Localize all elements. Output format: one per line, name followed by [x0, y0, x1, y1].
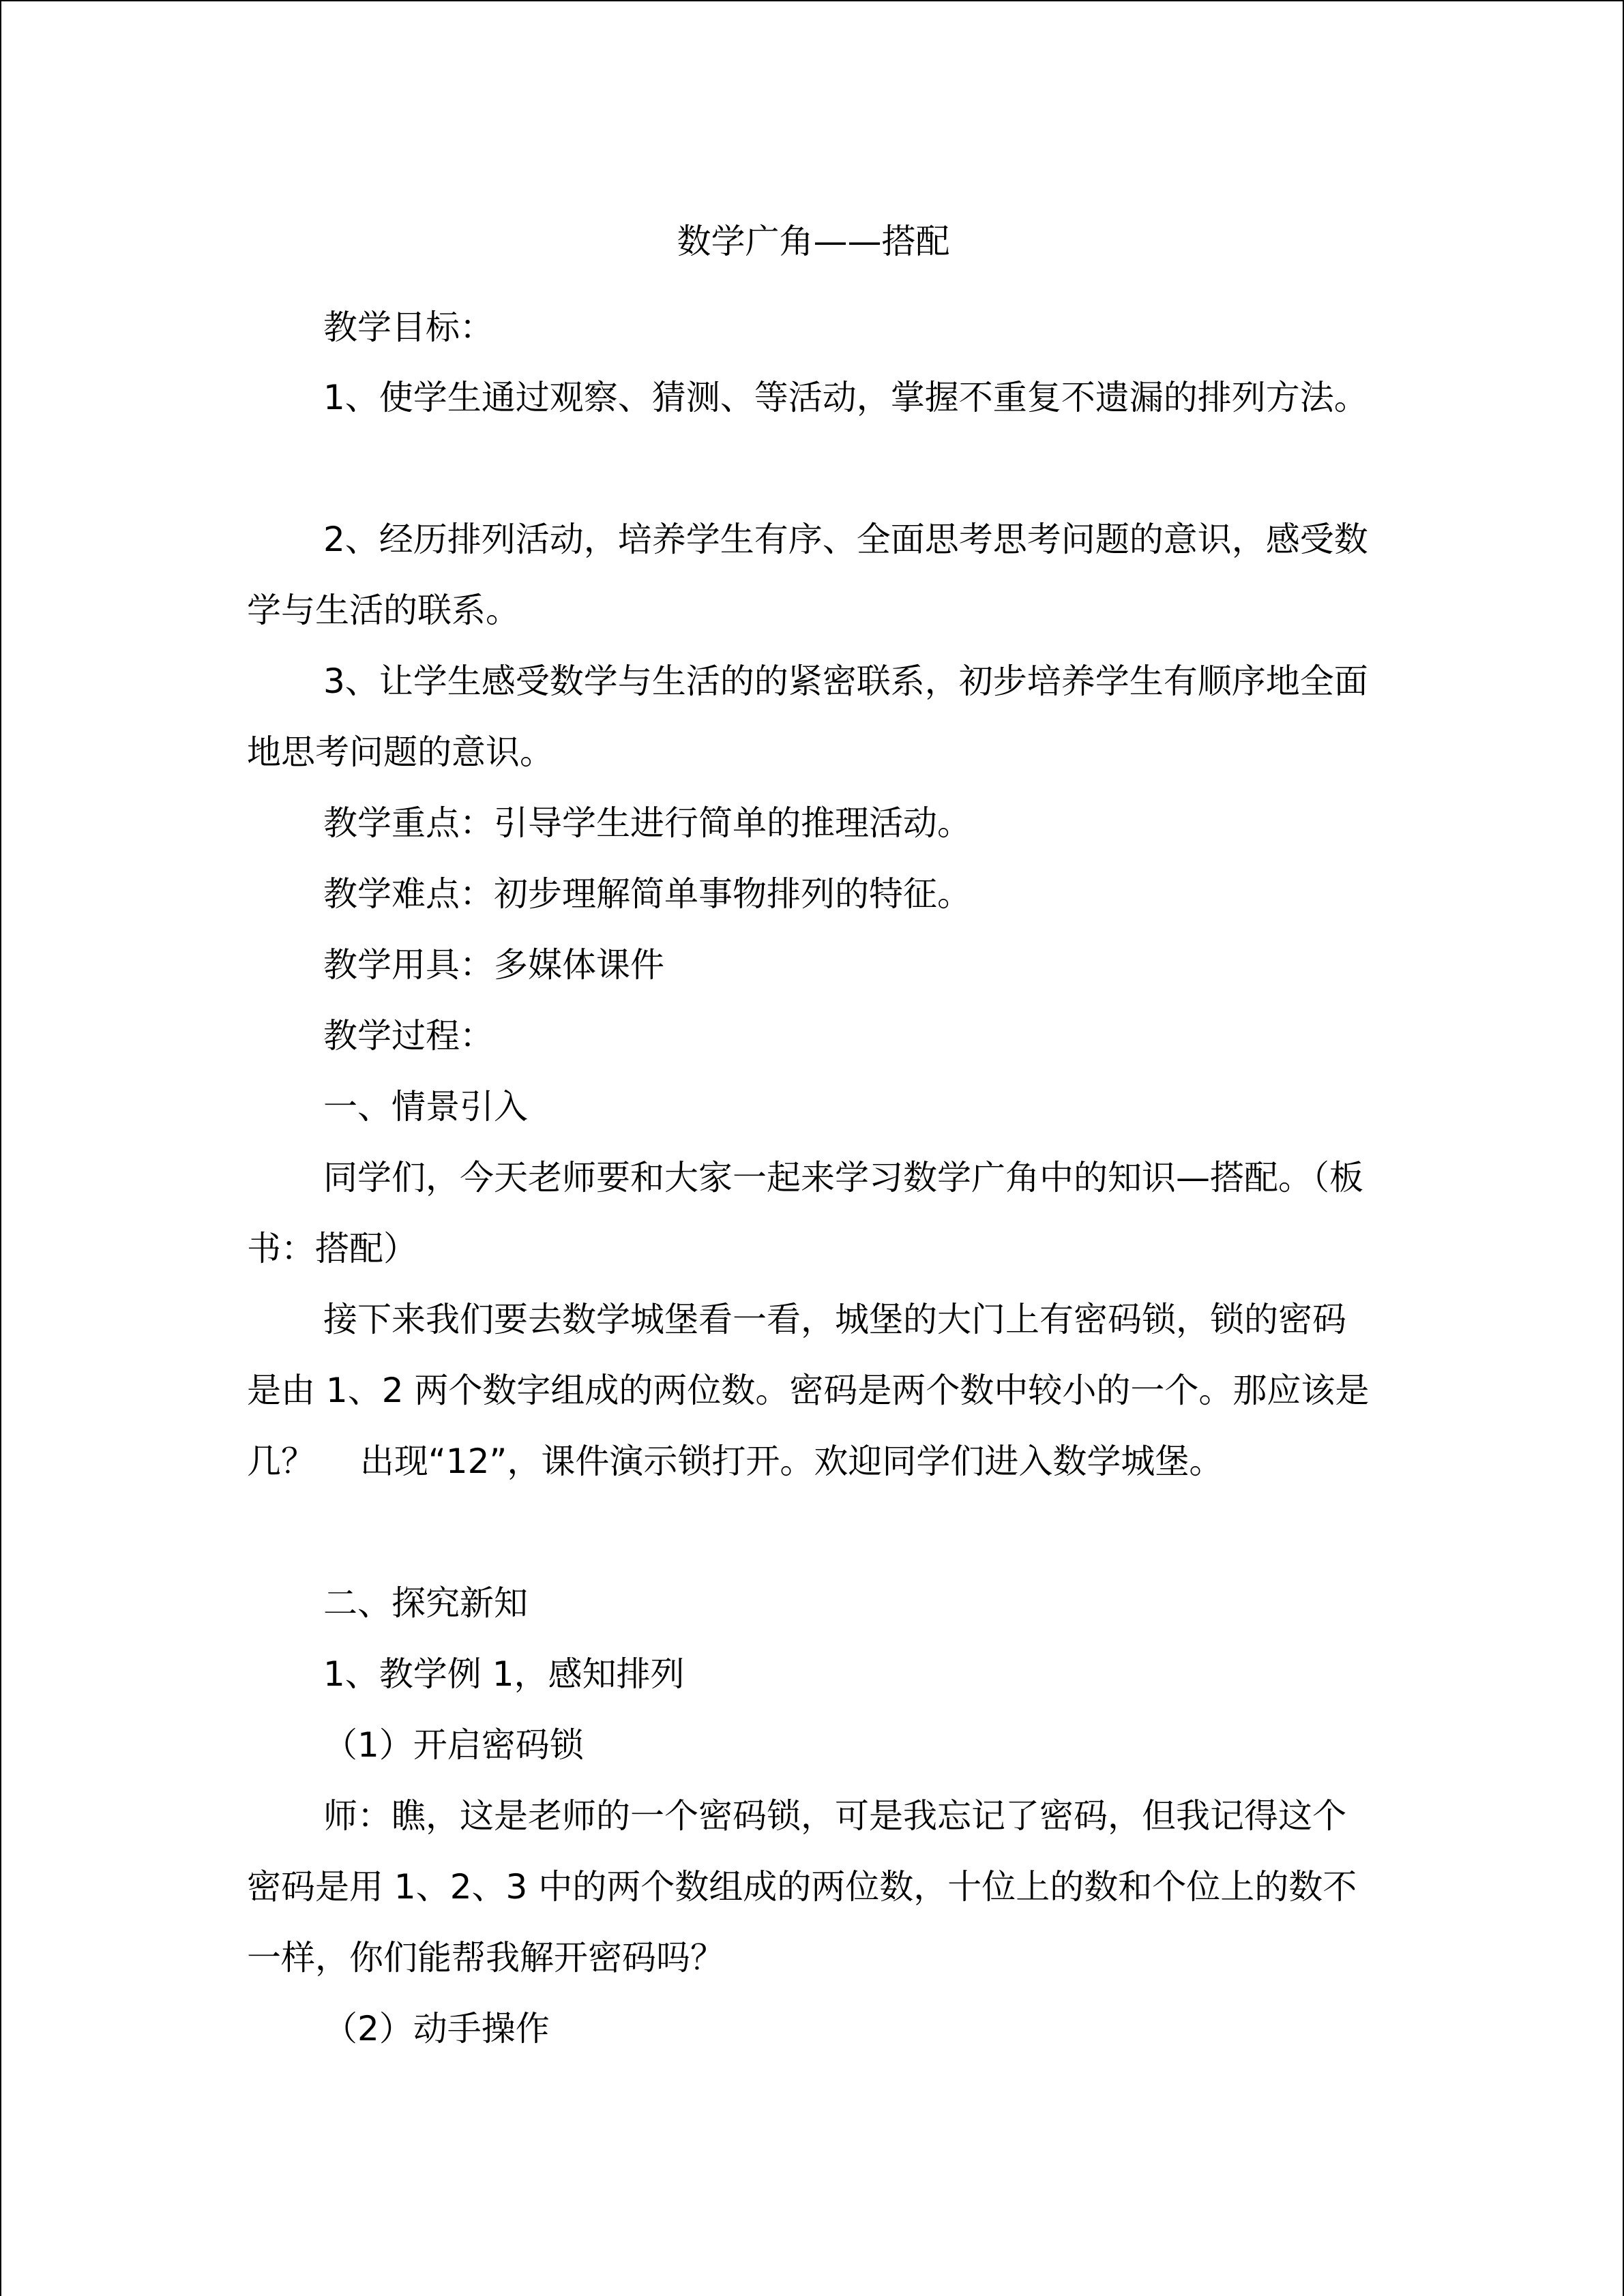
section-heading-introduction: 一、情景引入	[323, 1087, 528, 1127]
paragraph-open-lock: （1）开启密码锁	[323, 1725, 584, 1765]
paragraph-difficulties: 教学难点：初步理解简单事物排列的特征。	[323, 874, 971, 914]
paragraph-teaching-tools: 教学用具：多媒体课件	[323, 945, 664, 985]
paragraph-goal-2: 2、经历排列活动，培养学生有序、全面思考思考问题的意识，感受数学与生活的联系。	[247, 520, 1368, 630]
paragraph-goal-3: 3、让学生感受数学与生活的的紧密联系，初步培养学生有顺序地全面地思考问题的意识。	[247, 661, 1368, 772]
paragraph-teaching-goals-heading: 教学目标：	[323, 308, 494, 347]
paragraph-example-1: 1、教学例 1，感知排列	[323, 1654, 685, 1694]
paragraph-teaching-process: 教学过程：	[323, 1016, 494, 1056]
document-title: 数学广角——搭配	[677, 222, 950, 261]
paragraph-goal-1: 1、使学生通过观察、猜测、等活动，掌握不重复不遗漏的排列方法。	[323, 378, 1368, 417]
paragraph-introduction: 同学们，今天老师要和大家一起来学习数学广角中的知识—搭配。（板书：搭配）	[247, 1158, 1363, 1268]
paragraph-hands-on: （2）动手操作	[323, 2009, 550, 2048]
paragraph-teacher-lock: 师：瞧，这是老师的一个密码锁，可是我忘记了密码，但我记得这个密码是用 1、2、3 中的两个数组成的两位数，十位上的数和个位上的数不一样，你们能帮我解开密码吗？	[247, 1796, 1357, 1978]
paragraph-password-castle: 接下来我们要去数学城堡看一看，城堡的大门上有密码锁，锁的密码是由 1、2 两个数字组成的两位数。密码是两个数中较小的一个。那应该是几？ 出现“12”，课件演示锁打开。欢迎同学们进入数学城堡。	[247, 1300, 1370, 1481]
section-heading-explore: 二、探究新知	[323, 1583, 528, 1623]
paragraph-key-points: 教学重点：引导学生进行简单的推理活动。	[323, 803, 971, 843]
